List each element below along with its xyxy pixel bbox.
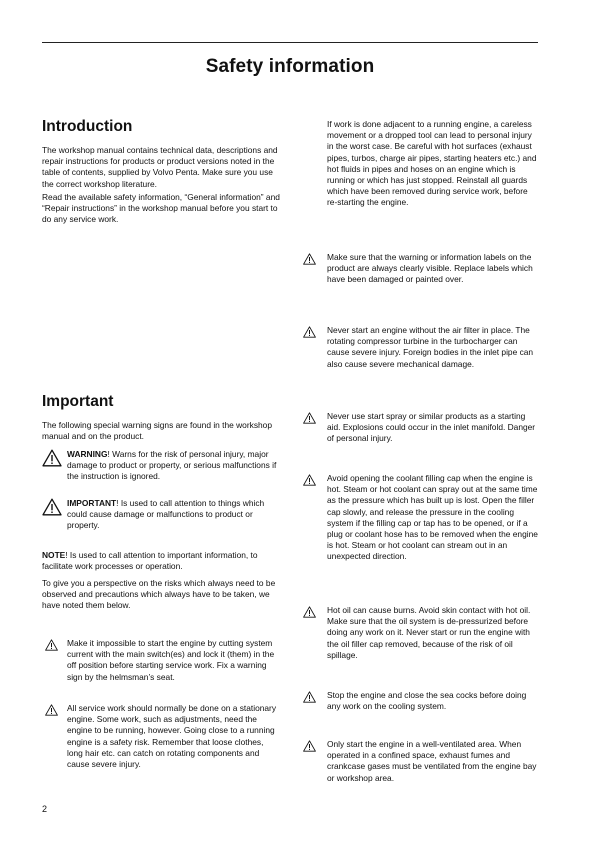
note-label: NOTE — [42, 550, 66, 560]
warning-definition — [67, 449, 280, 483]
important-definition — [67, 498, 280, 532]
warning-triangle-icon — [42, 449, 62, 467]
important-text: ! Is used to call attention to things which could cause damage or malfunctions to product or property. — [67, 498, 265, 531]
right-warning-text: Hot oil can cause burns. Avoid skin contact with hot oil. Make sure that the oil system is de-pressurized before doing any work on it. Never start or run the engine with the oil filler cap removed, because of the risk of oil spillage. — [327, 605, 531, 660]
right-warning-text: Avoid opening the coolant filling cap when the engine is hot. Steam or hot coolant can spray out at the same time as the pressure which has built up is lost. Open the filler cap slowly, and release the pressure in the cooling system if the filling cap or tap has to be opened, or if a plug or coolant hose has to be removed when the engine is hot. Steam or hot coolant can stream out in an unexpected direction. — [327, 473, 538, 562]
right-warning-text: Only start the engine in a well-ventilated area. When operated in a confined space, exhaust fumes and crankcase gases must be ventilated from the engine bay or workshop area. — [327, 739, 537, 783]
introduction-paragraph-2: Read the available safety information, “General information” and “Repair instructions” in the workshop manual before you start to do any service work. — [42, 191, 280, 225]
warning-sign-block — [42, 449, 280, 489]
warning-triangle-icon — [303, 474, 316, 486]
running-engine-paragraph: If work is done adjacent to a running engine, a careless movement or a dropped tool can lead to personal injury in the worst case. Be careful with hot surfaces (exhaust pipes, turbos, charge air pipes, starting heaters etc.) and hot fluids in pipes and hoses on an engine which is running or which has just stopped. Reinstall all guards which have been removed during service work, before re-starting the engine. — [327, 119, 537, 208]
introduction-heading: Introduction — [42, 118, 133, 135]
important-paragraph-1: The following special warning signs are found in the workshop manual and on the product. — [42, 420, 272, 442]
header-rule — [42, 42, 538, 43]
warning-triangle-icon — [303, 412, 316, 424]
warning-text: ! Warns for the risk of personal injury, major damage to product or property, or serious malfunctions if the instruction is ignored. — [67, 449, 277, 482]
left-warning-item — [42, 703, 280, 793]
left-warning-item — [42, 638, 280, 698]
important-paragraph-2: To give you a perspective on the risks which always need to be observed and precautions which always have to be taken, we have noted them below. — [42, 578, 276, 611]
warning-triangle-icon — [45, 639, 58, 651]
important-heading: Important — [42, 393, 114, 410]
warning-triangle-icon — [303, 253, 316, 265]
important-triangle-icon — [42, 498, 62, 516]
warning-label: WARNING — [67, 449, 108, 459]
warning-triangle-icon — [303, 326, 316, 338]
warning-triangle-icon — [45, 704, 58, 716]
introduction-paragraph-1: The workshop manual contains technical data, descriptions and repair instructions for products or product versions noted in the table of contents, supplied by Volvo Penta. Make sure you use the correct workshop literature. — [42, 145, 278, 189]
page-number: 2 — [42, 804, 48, 814]
important-sign-block — [42, 498, 280, 538]
right-warning-text: Never use start spray or similar products as a starting aid. Explosions could occur in the inlet manifold. Danger of personal injury. — [327, 411, 536, 444]
note-definition — [42, 550, 280, 572]
warning-triangle-icon — [303, 606, 316, 618]
left-warning-text: All service work should normally be done on a stationary engine. Some work, such as adjustments, need the engine to be running, however. Going close to a running engine is a safety risk. Remember that loose clothes, long hair etc. can catch on rotating components and cause severe injury. — [67, 703, 277, 770]
warning-triangle-icon — [303, 740, 316, 752]
right-warning-text: Stop the engine and close the sea cocks before doing any work on the cooling system. — [327, 690, 527, 712]
page-title: Safety information — [205, 56, 375, 77]
left-warning-text: Make it impossible to start the engine by cutting system current with the main switch(es) and lock it (them) in the off position before starting service work. Fix a warning sign by the helmsman’s seat. — [67, 638, 275, 682]
right-warning-text: Never start an engine without the air filter in place. The rotating compressor turbine in the turbocharger can cause severe injury. Foreign bodies in the inlet pipe can also cause severe mechanical damage. — [327, 325, 534, 369]
important-label: IMPORTANT — [67, 498, 117, 508]
note-text: ! Is used to call attention to important information, to facilitate work processes or operation. — [42, 550, 258, 572]
warning-triangle-icon — [303, 691, 316, 703]
right-warning-text: Make sure that the warning or information labels on the product are always clearly visible. Replace labels which have been damaged or painted over. — [327, 252, 533, 285]
introduction-body — [42, 145, 280, 225]
